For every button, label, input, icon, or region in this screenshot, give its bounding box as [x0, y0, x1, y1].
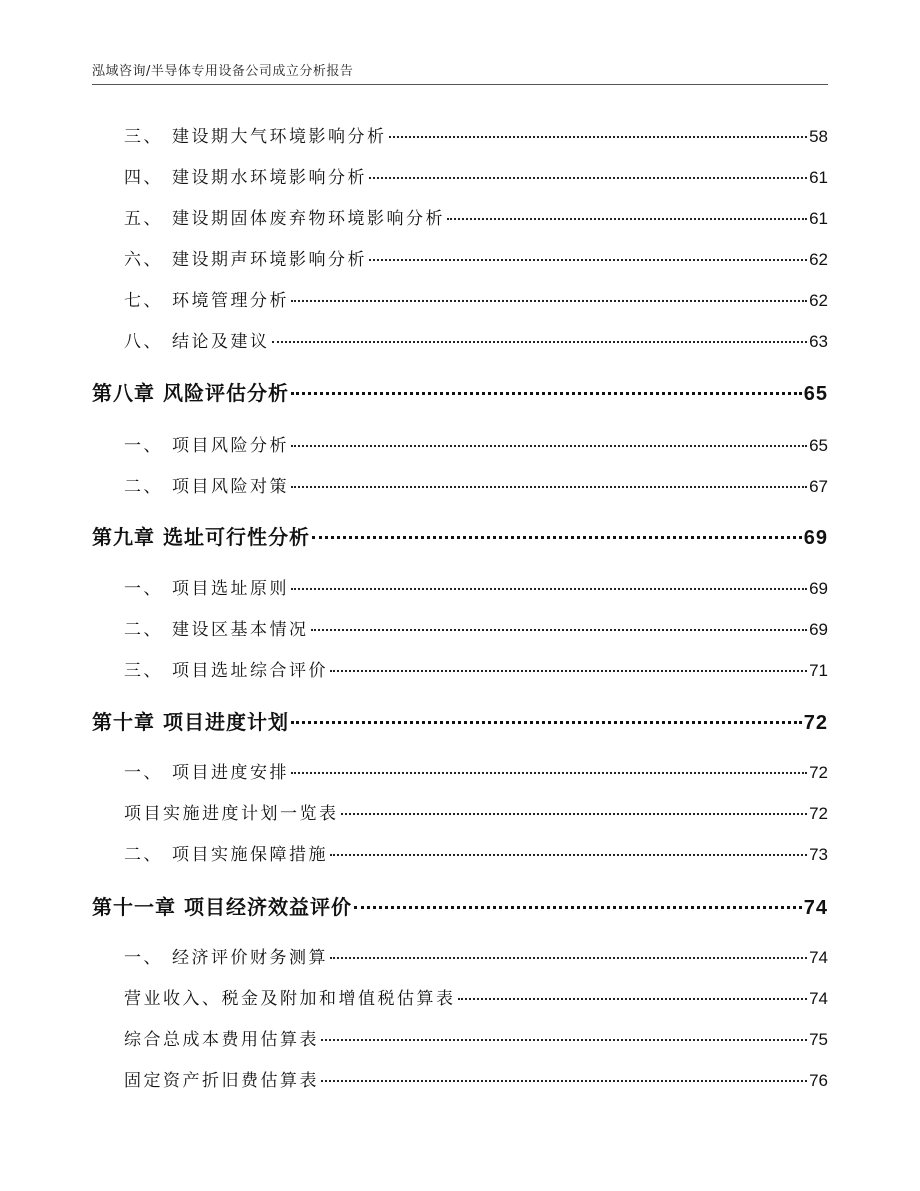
dot-leader [369, 177, 807, 179]
toc-entry[interactable] [92, 245, 828, 270]
toc-chapter-title: 第十一章 项目经济效益评价 [92, 895, 352, 919]
toc-entry-page: 76 [809, 1071, 828, 1090]
toc-entry-title: 经济评价财务测算 [172, 948, 328, 968]
toc-entry[interactable] [92, 472, 828, 497]
toc-entry-page: 69 [809, 579, 828, 598]
dot-leader [272, 341, 808, 343]
toc-entry-number: 一、 [124, 436, 163, 456]
toc-entry-title: 项目风险分析 [172, 436, 289, 456]
toc-entry[interactable] [92, 574, 828, 599]
toc-entry-title: 营业收入、税金及附加和增值税估算表 [124, 989, 456, 1009]
toc-table-entry[interactable] [92, 1025, 828, 1050]
toc-entry-number: 一、 [124, 763, 163, 783]
toc-entry-title: 环境管理分析 [172, 291, 289, 311]
dot-leader [447, 218, 807, 220]
dot-leader [291, 300, 807, 302]
page-header: 泓域咨询/半导体专用设备公司成立分析报告 [92, 64, 354, 79]
toc-entry-number: 六、 [124, 250, 163, 270]
toc-entry-page: 74 [809, 948, 828, 967]
dot-leader [330, 957, 807, 959]
toc-entry-page: 61 [809, 168, 828, 187]
toc-entry-page: 63 [809, 332, 828, 351]
dot-leader [458, 998, 808, 1000]
toc-entry-number: 一、 [124, 579, 163, 599]
toc-entry-number: 二、 [124, 845, 163, 865]
toc-chapter[interactable] [92, 891, 828, 920]
toc-entry-number: 三、 [124, 661, 163, 681]
toc-entry-page: 65 [809, 436, 828, 455]
dot-leader [312, 536, 802, 539]
dot-leader [321, 1080, 807, 1082]
dot-leader [291, 772, 807, 774]
dot-leader [354, 906, 802, 909]
toc-entry[interactable] [92, 615, 828, 640]
toc-entry-title: 项目选址综合评价 [172, 661, 328, 681]
toc-entry-title: 项目实施保障措施 [172, 845, 328, 865]
toc-entry-title: 建设区基本情况 [172, 620, 309, 640]
toc-entry-title: 建设期水环境影响分析 [172, 168, 367, 188]
toc-entry-title: 固定资产折旧费估算表 [124, 1071, 319, 1091]
toc-entry-number: 五、 [124, 209, 163, 229]
toc-entry-number: 七、 [124, 291, 163, 311]
toc-entry-page: 75 [809, 1030, 828, 1049]
dot-leader [291, 392, 802, 395]
toc-entry-number: 一、 [124, 948, 163, 968]
toc-chapter-page: 72 [803, 712, 828, 734]
toc-table-entry[interactable] [92, 984, 828, 1009]
toc-table-entry[interactable] [92, 799, 828, 824]
toc-entry-title: 结论及建议 [172, 332, 270, 352]
toc-entry-number: 二、 [124, 620, 163, 640]
dot-leader [330, 854, 807, 856]
dot-leader [291, 721, 802, 724]
dot-leader [341, 813, 808, 815]
dot-leader [389, 136, 808, 138]
toc-entry-page: 71 [809, 661, 828, 680]
toc-entry-title: 项目风险对策 [172, 477, 289, 497]
toc-entry-title: 建设期声环境影响分析 [172, 250, 367, 270]
toc-entry[interactable] [92, 327, 828, 352]
toc-entry-page: 62 [809, 291, 828, 310]
toc-entry-number: 二、 [124, 477, 163, 497]
toc-entry-title: 项目进度安排 [172, 763, 289, 783]
toc-entry-title: 项目选址原则 [172, 579, 289, 599]
toc-chapter[interactable] [92, 377, 828, 406]
toc-entry-page: 73 [809, 845, 828, 864]
dot-leader [311, 629, 808, 631]
toc-entry-number: 八、 [124, 332, 163, 352]
toc-entry[interactable] [92, 758, 828, 783]
toc-entry[interactable] [92, 122, 828, 147]
toc-chapter[interactable] [92, 706, 828, 735]
toc-entry-title: 建设期固体废弃物环境影响分析 [172, 209, 445, 229]
toc-entry[interactable] [92, 431, 828, 456]
toc-entry-number: 四、 [124, 168, 163, 188]
header-divider [92, 84, 828, 85]
dot-leader [291, 486, 807, 488]
toc-entry[interactable] [92, 840, 828, 865]
dot-leader [330, 670, 807, 672]
toc-entry[interactable] [92, 943, 828, 968]
toc-entry[interactable] [92, 286, 828, 311]
toc-chapter-page: 69 [803, 527, 828, 549]
toc-entry[interactable] [92, 163, 828, 188]
toc-entry-page: 62 [809, 250, 828, 269]
toc-entry-page: 58 [809, 127, 828, 146]
dot-leader [321, 1039, 807, 1041]
toc-entry-page: 74 [809, 989, 828, 1008]
toc-entry-page: 61 [809, 209, 828, 228]
toc-entry[interactable] [92, 656, 828, 681]
toc-chapter-page: 74 [803, 897, 828, 919]
toc-entry-title: 项目实施进度计划一览表 [124, 804, 339, 824]
toc-chapter-title: 第八章 风险评估分析 [92, 381, 289, 405]
toc-entry-page: 72 [809, 763, 828, 782]
toc-chapter-title: 第十章 项目进度计划 [92, 710, 289, 734]
toc-entry-page: 69 [809, 620, 828, 639]
toc-entry-title: 综合总成本费用估算表 [124, 1030, 319, 1050]
toc-chapter-page: 65 [803, 383, 828, 405]
toc-chapter-title: 第九章 选址可行性分析 [92, 525, 310, 549]
toc-chapter[interactable] [92, 521, 828, 550]
toc-entry-number: 三、 [124, 127, 163, 147]
dot-leader [369, 259, 807, 261]
toc-table-entry[interactable] [92, 1066, 828, 1091]
toc-entry[interactable] [92, 204, 828, 229]
dot-leader [291, 445, 807, 447]
toc-entry-page: 67 [809, 477, 828, 496]
dot-leader [291, 588, 807, 590]
toc-entry-title: 建设期大气环境影响分析 [172, 127, 387, 147]
toc-entry-page: 72 [809, 804, 828, 823]
